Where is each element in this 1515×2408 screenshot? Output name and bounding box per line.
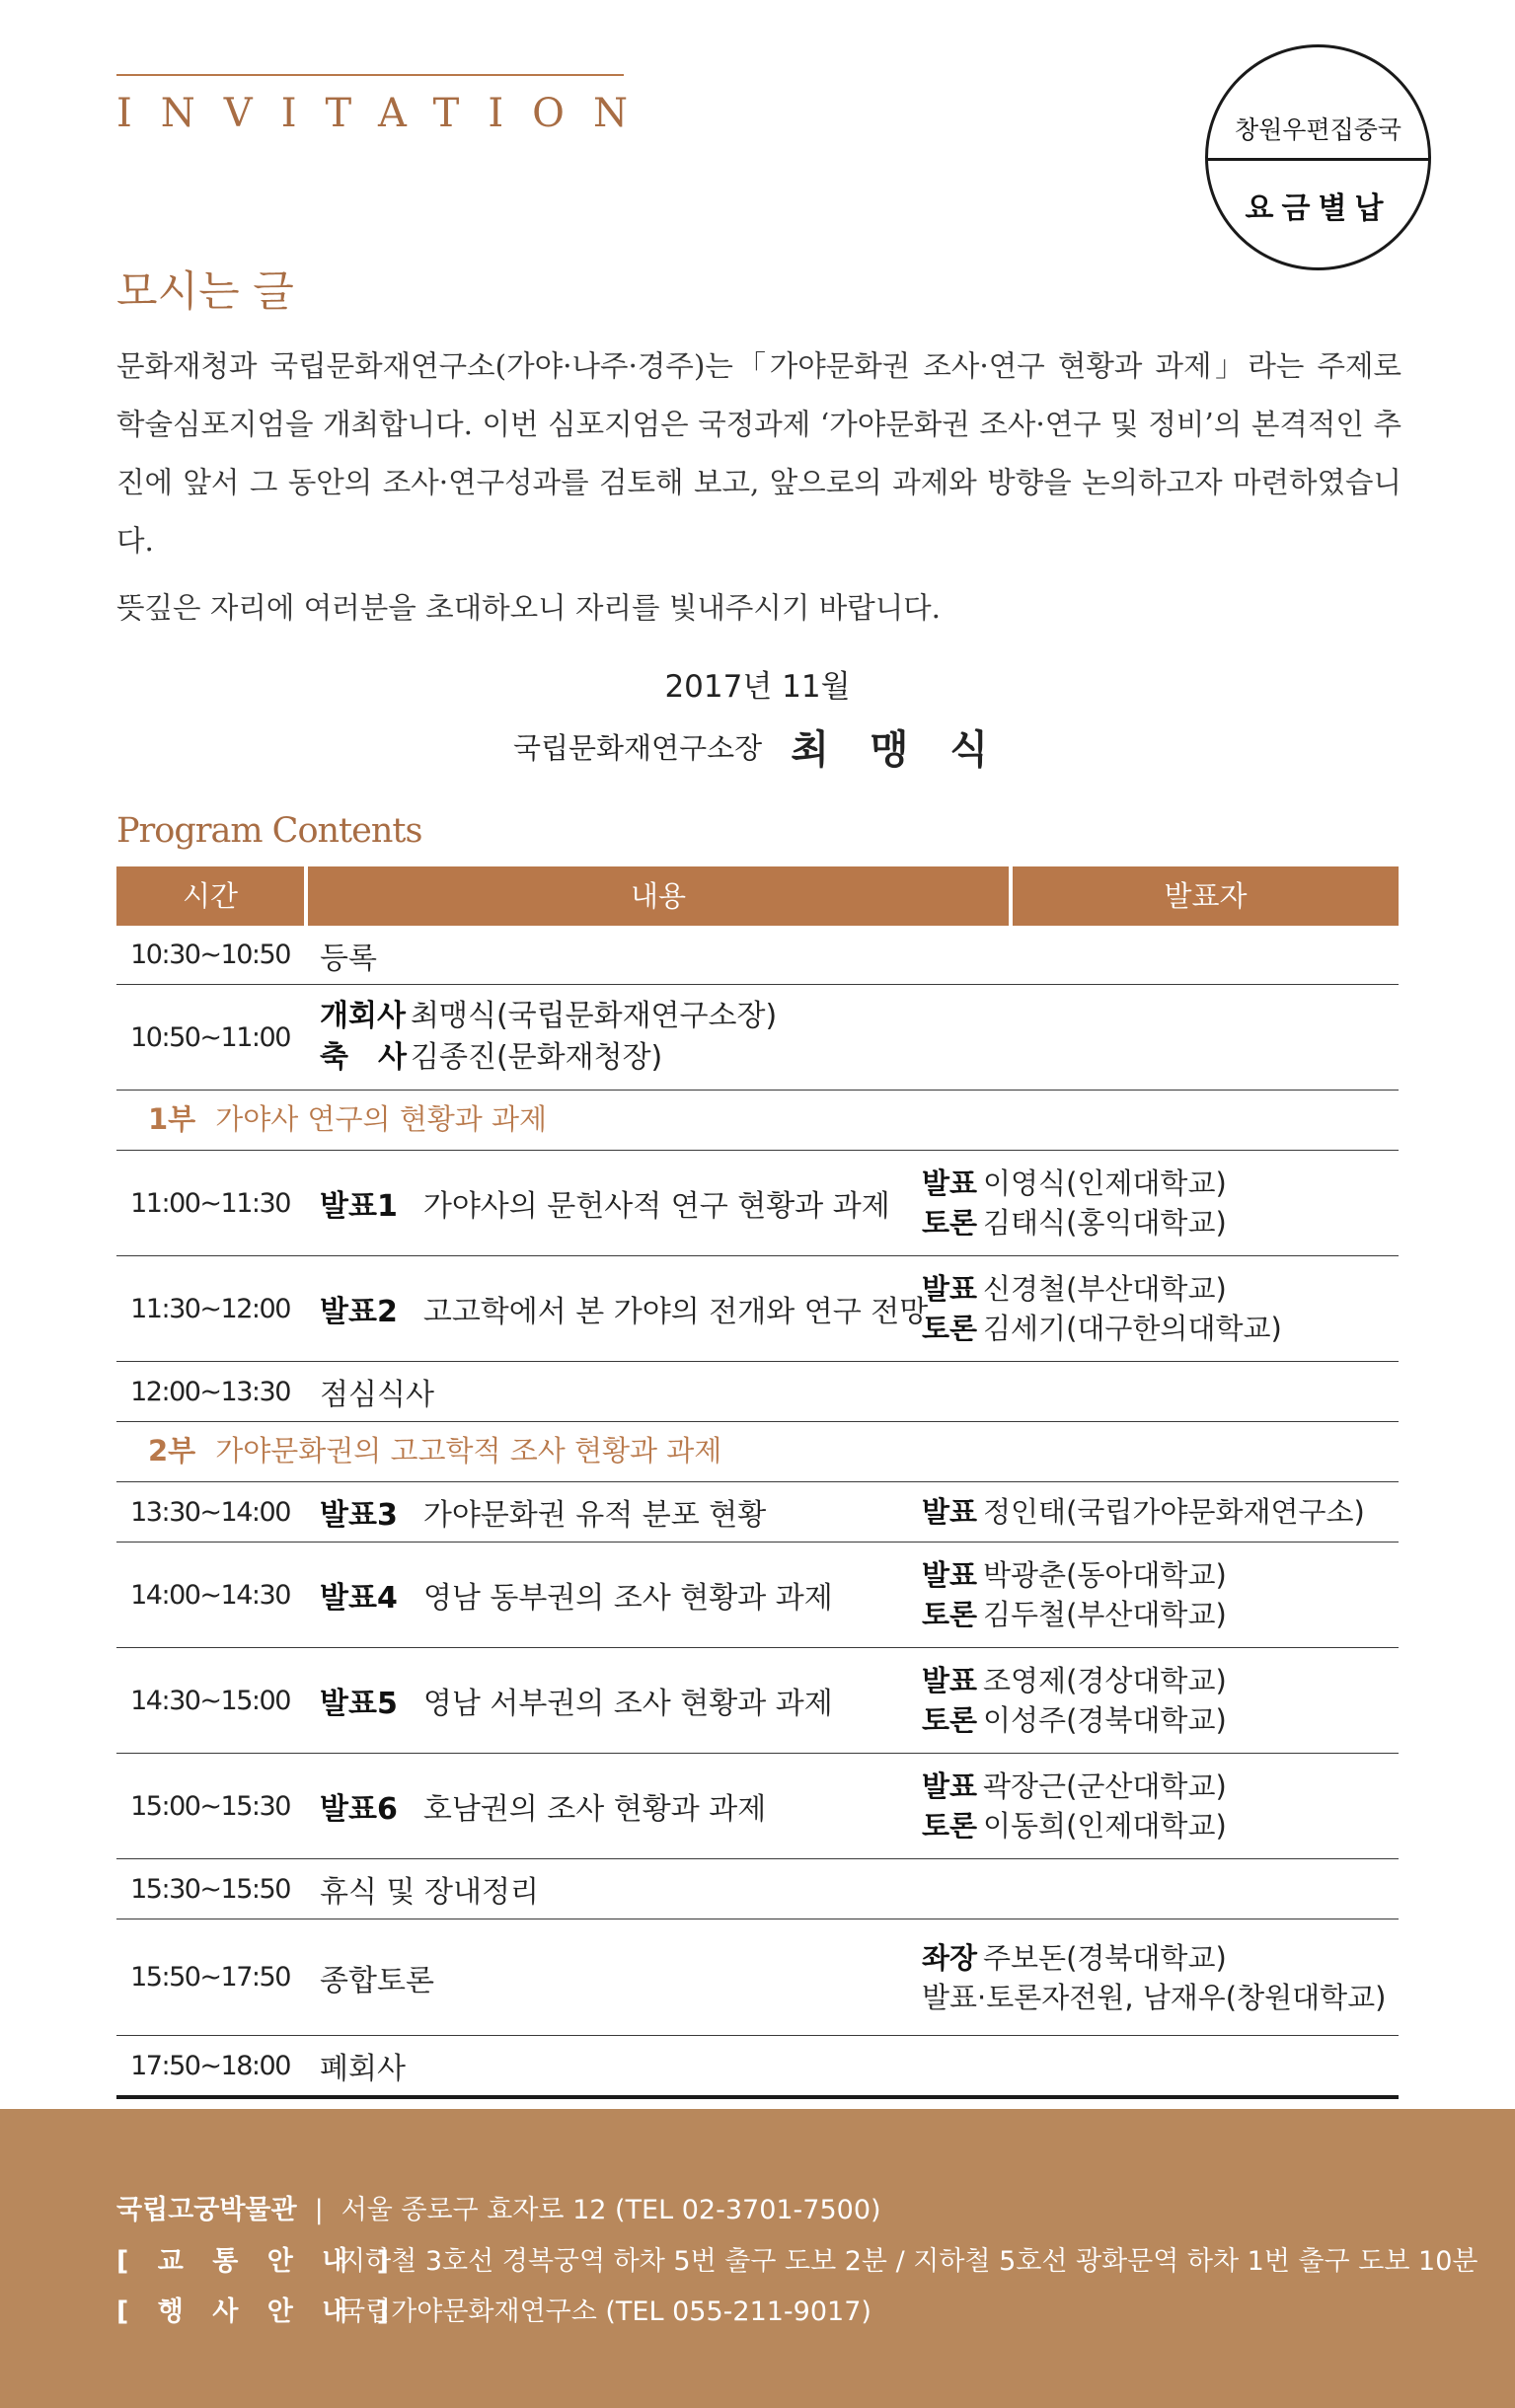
row-time: 11:30~12:00 — [130, 1293, 290, 1324]
presenter-role: 발표 — [922, 1495, 978, 1529]
discussant-role: 토론 — [922, 1598, 978, 1631]
discussant-role: 토론 — [922, 1703, 978, 1737]
discussant-name: 김태식(홍익대학교) — [983, 1206, 1227, 1240]
row-presenters — [922, 1919, 1399, 2035]
row-time: 10:50~11:00 — [130, 1021, 290, 1053]
transport-text: 지하철 3호선 경복궁역 하차 5번 출구 도보 2분 / 지하철 5호선 광화문역 하차 1번 출구 도보 10분 — [340, 2246, 1478, 2277]
event-text: 국립가야문화재연구소 (TEL 055-211-9017) — [340, 2296, 871, 2327]
presenter-line — [922, 1767, 1227, 1806]
row-time: 14:30~15:00 — [130, 1685, 290, 1716]
row-content — [320, 1151, 1011, 1255]
letter-heading: 모시는 글 — [116, 267, 294, 317]
table-row — [116, 1648, 1399, 1754]
presenter-line — [922, 1555, 1227, 1595]
row-content: 등록 — [320, 941, 377, 976]
row-time: 14:00~14:30 — [130, 1579, 290, 1611]
presenter-name: 이영식(인제대학교) — [983, 1166, 1227, 1200]
row-presenters — [922, 1648, 1399, 1753]
table-row — [116, 985, 1399, 1091]
row-time: 15:30~15:50 — [130, 1873, 290, 1905]
section-name: 가야문화권의 고고학적 조사 현황과 과제 — [215, 1434, 722, 1467]
talk-label: 발표3 — [320, 1498, 398, 1533]
opening-line — [320, 996, 777, 1037]
letter-date: 2017년 11월 — [664, 669, 851, 705]
header-content: 내용 — [308, 866, 1009, 926]
presenter-role: 발표 — [922, 1769, 978, 1803]
stamp-divider — [1208, 158, 1428, 161]
row-content — [320, 1482, 1011, 1542]
chair-name: 주보돈(경북대학교) — [983, 1940, 1227, 1975]
chair-line — [922, 1938, 1227, 1978]
table-row — [116, 1543, 1399, 1648]
talk-title: 영남 동부권의 조사 현황과 과제 — [422, 1581, 833, 1616]
footer-divider: | — [314, 2195, 324, 2225]
congrats-line — [320, 1037, 662, 1079]
event-label: [ 행 사 안 내 ] — [116, 2296, 400, 2327]
section-row-part1 — [116, 1091, 1399, 1151]
presenter-role: 발표 — [922, 1166, 978, 1200]
program-title: Program Contents — [116, 811, 422, 851]
table-row — [116, 1919, 1399, 2036]
signature-line — [0, 718, 1515, 775]
presenter-role: 발표 — [922, 1558, 978, 1592]
role-label: 개회사 — [320, 999, 406, 1033]
discussant-role: 토론 — [922, 1809, 978, 1843]
discussant-name: 김두철(부산대학교) — [983, 1598, 1227, 1631]
presenter-line — [922, 1164, 1227, 1203]
footer — [0, 2109, 1515, 2408]
row-presenters — [922, 1151, 1399, 1255]
section-title — [148, 1422, 721, 1480]
row-time: 11:00~11:30 — [130, 1187, 290, 1219]
presenter-line — [922, 1269, 1227, 1309]
letter-paragraph-1: 문화재청과 국립문화재연구소(가야·나주·경주)는「가야문화권 조사·연구 현황과 과제」라는 주제로 학술심포지엄을 개최합니다. 이번 심포지엄은 국정과제 ‘가야문화권 조사·연구 및 정비’의 본격적인 추진에 앞서 그 동안의 조사·연구성과를 검토해 보고, 앞으로의 과제와 방향을 논의하고자 마련하였습니다. — [116, 349, 1401, 558]
row-time: 13:30~14:00 — [130, 1496, 290, 1528]
postage-stamp — [1205, 44, 1431, 270]
presenter-role: 발표 — [922, 1272, 978, 1306]
table-row — [116, 1362, 1399, 1422]
row-content — [320, 1648, 1011, 1753]
table-row — [116, 926, 1399, 985]
row-presenters — [922, 1754, 1399, 1858]
row-content — [320, 1754, 1011, 1858]
header-rule — [116, 74, 624, 76]
row-content: 폐회사 — [320, 2052, 406, 2086]
row-presenters — [922, 1482, 1399, 1542]
panel-line: 발표·토론자전원, 남재우(창원대학교) — [922, 1980, 1387, 2014]
row-content: 종합토론 — [320, 1963, 434, 1998]
table-row — [116, 2036, 1399, 2099]
venue-name: 국립고궁박물관 — [116, 2195, 297, 2225]
talk-title: 가야사의 문헌사적 연구 현황과 과제 — [422, 1189, 890, 1224]
talk-title: 가야문화권 유적 분포 현황 — [422, 1498, 767, 1533]
section-title — [148, 1091, 547, 1149]
row-content — [320, 1256, 1011, 1361]
letter-paragraph-2: 뜻깊은 자리에 여러분을 초대하오니 자리를 빛내주시기 바랍니다. — [116, 591, 942, 625]
section-name: 가야사 연구의 현황과 과제 — [215, 1102, 548, 1136]
discussant-line — [922, 1203, 1227, 1242]
section-part: 1부 — [148, 1102, 196, 1136]
row-time: 12:00~13:30 — [130, 1376, 290, 1407]
venue-address: 서울 종로구 효자로 12 (TEL 02-3701-7500) — [341, 2195, 881, 2225]
talk-title: 고고학에서 본 가야의 전개와 연구 전망 — [422, 1295, 929, 1329]
row-content: 점심식사 — [320, 1378, 434, 1412]
presenter-line — [922, 1661, 1227, 1700]
transport-label: [ 교 통 안 내 ] — [116, 2246, 400, 2277]
row-content — [320, 985, 1011, 1090]
header-time: 시간 — [116, 866, 304, 926]
role-person: 최맹식(국립문화재연구소장) — [411, 999, 778, 1033]
row-time: 15:50~17:50 — [130, 1962, 290, 1993]
row-content: 휴식 및 장내정리 — [320, 1875, 539, 1910]
presenter-role: 발표 — [922, 1664, 978, 1697]
table-row — [116, 1754, 1399, 1859]
footer-venue-row — [116, 2188, 881, 2226]
table-header — [116, 866, 1399, 926]
discussant-line — [922, 1700, 1227, 1740]
section-part: 2부 — [148, 1434, 196, 1467]
presenter-name: 조영제(경상대학교) — [983, 1664, 1227, 1697]
talk-label: 발표2 — [320, 1295, 398, 1329]
row-content — [320, 1543, 1011, 1647]
section-row-part2 — [116, 1422, 1399, 1482]
talk-title: 호남권의 조사 현황과 과제 — [422, 1792, 767, 1827]
row-time: 17:50~18:00 — [130, 2050, 290, 2081]
signer-name: 최 맹 식 — [791, 726, 1002, 773]
talk-label: 발표5 — [320, 1687, 398, 1721]
discussant-line — [922, 1309, 1282, 1348]
stamp-fee: 요금별납 — [1245, 191, 1392, 226]
discussant-role: 토론 — [922, 1312, 978, 1345]
table-row — [116, 1482, 1399, 1543]
presenter-name: 정인태(국립가야문화재연구소) — [983, 1495, 1365, 1529]
row-presenters — [922, 1256, 1399, 1361]
discussant-line — [922, 1595, 1227, 1634]
row-time: 10:30~10:50 — [130, 940, 290, 970]
table-row — [116, 1859, 1399, 1919]
discussant-name: 이성주(경북대학교) — [983, 1703, 1227, 1737]
header-presenter: 발표자 — [1013, 866, 1399, 926]
footer-event-row — [116, 2290, 871, 2328]
row-time: 15:00~15:30 — [130, 1790, 290, 1822]
invitation-wordmark: INVITATION — [116, 91, 656, 136]
program-table — [116, 866, 1399, 2099]
stamp-office: 창원우편집중국 — [1234, 115, 1402, 144]
discussant-name: 이동희(인제대학교) — [983, 1809, 1227, 1843]
presenter-name: 박광춘(동아대학교) — [983, 1558, 1227, 1592]
presenter-name: 신경철(부산대학교) — [983, 1272, 1227, 1306]
presenter-line — [922, 1492, 1365, 1532]
talk-label: 발표4 — [320, 1581, 398, 1616]
talk-label: 발표6 — [320, 1792, 398, 1827]
role-person: 김종진(문화재청장) — [411, 1040, 663, 1075]
row-presenters — [922, 1543, 1399, 1647]
table-row — [116, 1256, 1399, 1362]
talk-label: 발표1 — [320, 1189, 398, 1224]
discussant-role: 토론 — [922, 1206, 978, 1240]
chair-role: 좌장 — [922, 1940, 978, 1975]
table-row — [116, 1151, 1399, 1256]
footer-transport-row — [116, 2239, 1477, 2278]
presenter-name: 곽장근(군산대학교) — [983, 1769, 1227, 1803]
discussant-name: 김세기(대구한의대학교) — [983, 1312, 1282, 1345]
signer-title: 국립문화재연구소장 — [512, 731, 763, 765]
role-label: 축 사 — [320, 1040, 407, 1075]
discussant-line — [922, 1806, 1227, 1845]
talk-title: 영남 서부권의 조사 현황과 과제 — [422, 1687, 833, 1721]
